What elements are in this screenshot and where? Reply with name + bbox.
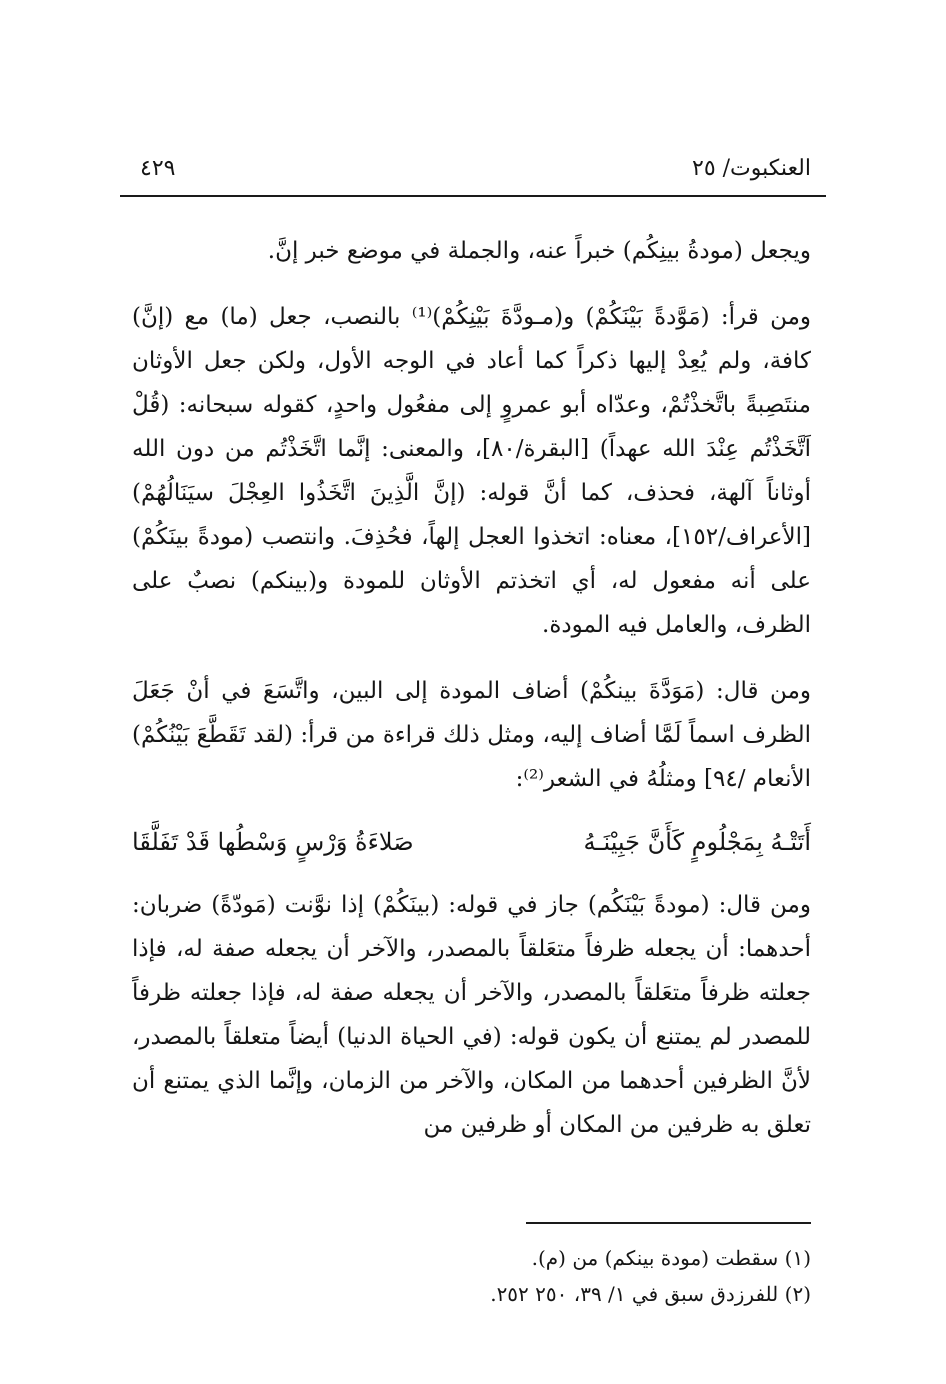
paragraph: ومن قرأ: (مَوَّدةً بَيْنَكُمْ) و(مـودَّةَ بَيْنِكُمْ)⁽¹⁾ بالنصب، جعل (ما) مع (إنَّ) كافة، ولم يُعِدْ إليها ذكراً كما أعاد في الوجه الأول، ولكن جعل الأوثان منتَصِبةً باتَّخذْتُمْ، وعدّاه أبو عمروٍ إلى مفعُول واحدٍ، كقوله سبحانه: (قُلْ اَتَّخَذْتُم عِنْدَ الله عهداً) [البقرة/٨٠]، والمعنى: إنَّما اتَّخَذْتُم من دون الله أوثاناً آلهة، فحذف، كما أنَّ قوله: (إنَّ الَّذِينَ اتَّخَذُوا العِجْلَ سيَنَالُهُمْ) [الأعراف/١٥٢]، معناه: اتخذوا العجل إلهاً، فحُذِفَ. وانتصب (مودةً بينَكُمْ) على أنه مفعول له، أي اتخذتم الأوثان للمودة و(بينكم) نصبٌ على الظرف، والعامل فيه المودة. <box>132 304 811 638</box>
paragraph: ومن قال: (مودةً بَيْنَكُم) جاز في قوله: (بينَكُمْ) إذا نوَّنت (مَودّةً) ضربان: أحدهما: أن يجعله ظرفاً متعَلقاً بالمصدر، والآخر أن يجعله صفة له، فإذا جعلته ظرفاً متعَلقاً بالمصدر، والآخر أن يجعله صفة له، فإذا جعلته ظرفاً للمصدر لم يمتنع أن يكون قوله: (في الحياة الدنيا) أيضاً متعلقاً بالمصدر، لأنَّ الظرفين أحدهما من المكان، والآخر من الزمان، وإنَّما الذي يمتنع أن تعلق به ظرفين من المكان أو ظرفين من <box>132 892 811 1138</box>
poetry-verse <box>132 817 811 867</box>
header-rule <box>120 195 826 197</box>
verse-second-hemistich: صَلاءَةُ وَرْسٍ وَسْطُها قَدْ تَفَلَّقَا <box>132 828 414 856</box>
running-head <box>140 150 811 186</box>
footnote: (١) سقطت (مودة بينكم) من (م). <box>531 1246 811 1270</box>
paragraph: ويجعل (مودةُ بينِكُم) خبراً عنه، والجملة في موضع خبر إنَّ. <box>267 238 811 264</box>
body-text <box>132 225 811 1169</box>
page-number: ٤٢٩ <box>140 155 176 181</box>
verse-reference: العنكبوت/ ٢٥ <box>692 155 811 181</box>
verse-first-hemistich: أَتَتْـهُ بِمَجْلُومٍ كَأَنَّ جَبِيْنَـهُ <box>583 828 811 856</box>
paragraph: ومن قال: (مَوَدَّةَ بينكُمْ) أضاف المودة إلى البين، واتَّسَعَ في أنْ جَعَلَ الظرف اسماً لَمَّا أضاف إليه، ومثل ذلك قراءة من قرأ: (لقد تَقَطَّعَ بَيْنُكُمْ) الأنعام /٩٤] ومثلُهُ في الشعر⁽²⁾: <box>132 678 811 792</box>
footnotes <box>300 1240 811 1312</box>
footnote-rule <box>526 1222 811 1224</box>
footnote: (٢) للفرزدق سبق في ١/ ٣٩، ٢٥٠ ٢٥٢. <box>490 1282 811 1306</box>
